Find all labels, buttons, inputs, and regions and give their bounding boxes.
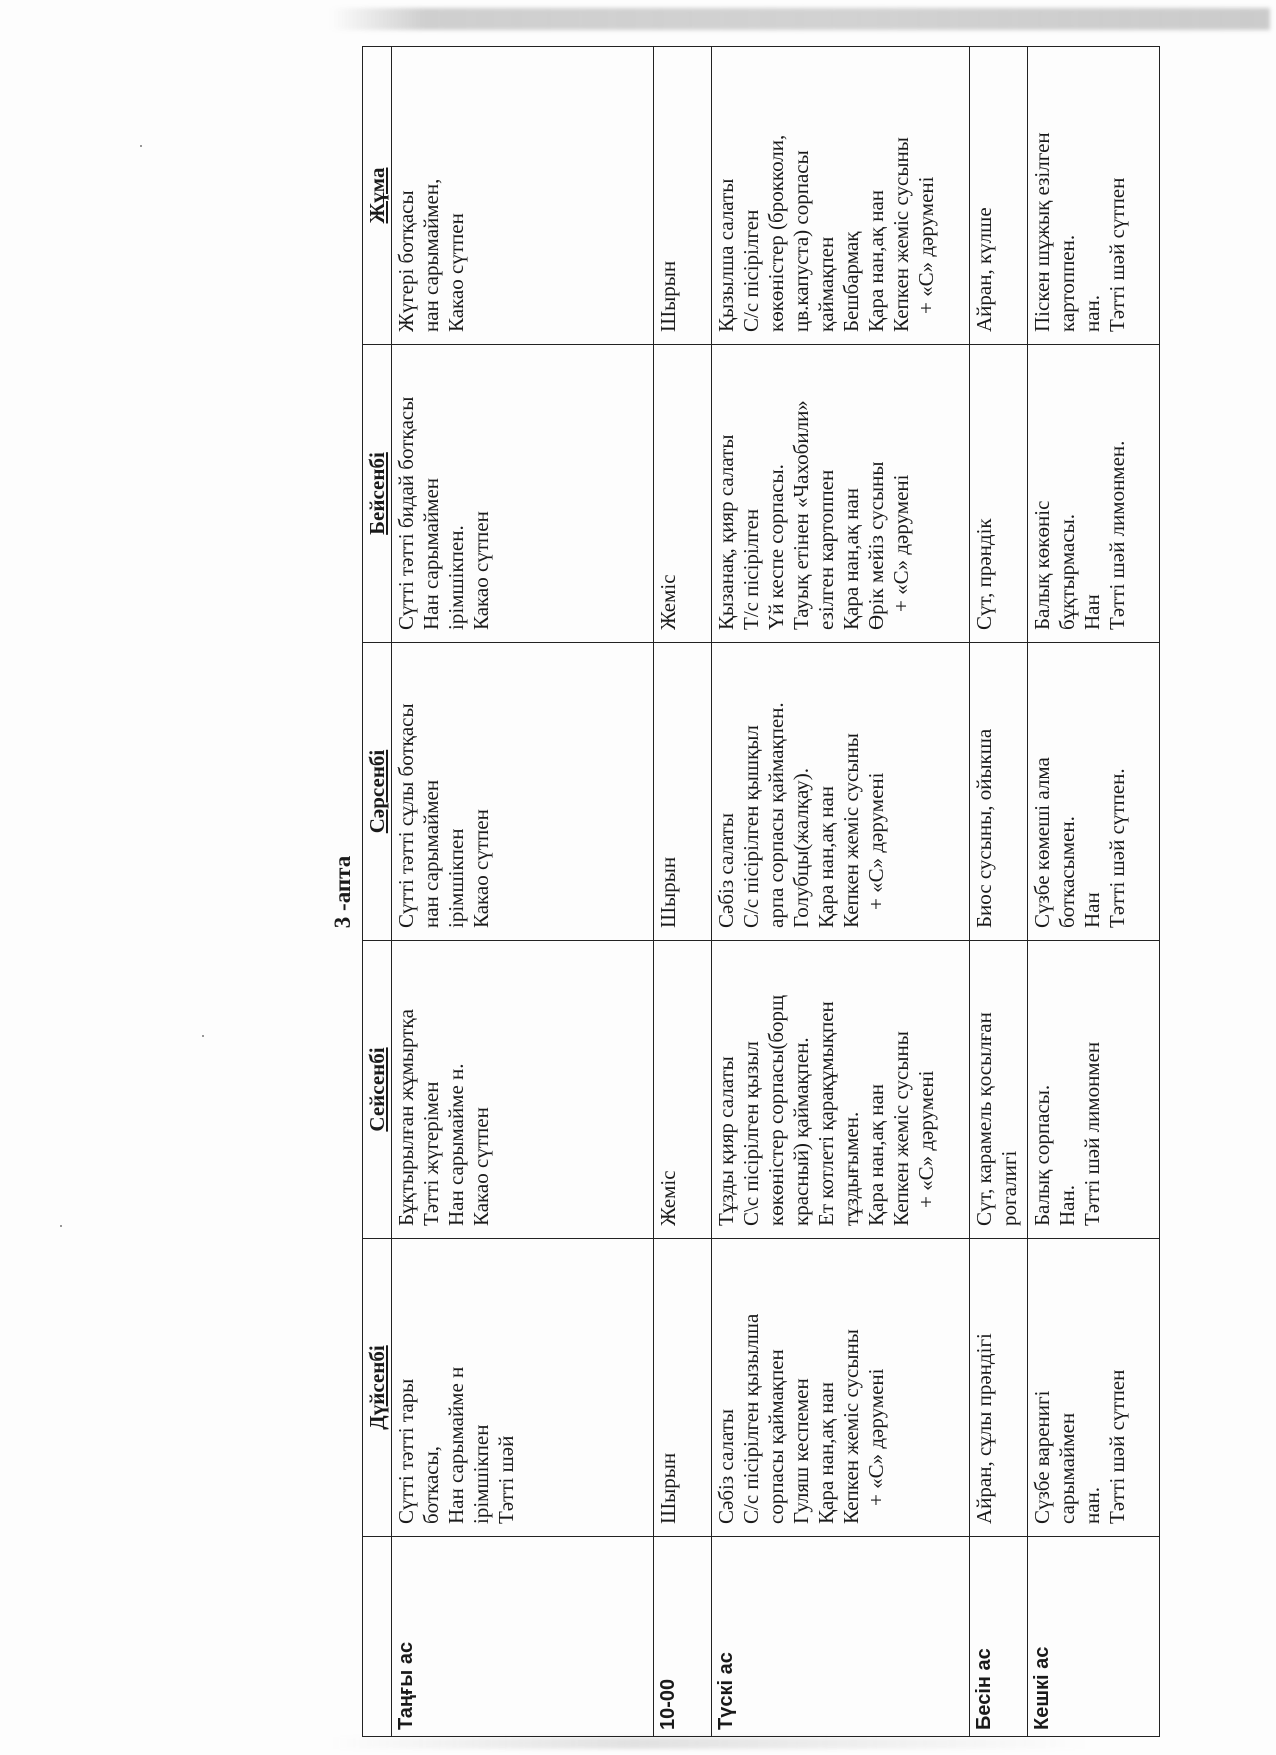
menu-line: + «С» дәрумені [864,1368,888,1506]
menu-line: ірімшікпен [469,1424,493,1524]
menu-line: Сәбіз салаты [714,1408,738,1524]
menu-line: Сүт, карамель қосылған [972,1012,996,1226]
menu-cell [1028,941,1160,1239]
menu-line: Кепкен жеміс сусыны [839,733,863,928]
menu-line: Сүтті тәтті тары [394,1378,418,1524]
menu-line: Піскен шұжық езілген [1030,132,1054,332]
menu-line: Гуляш кеспемен [789,1378,813,1524]
menu-line: Шырын [656,856,680,928]
menu-line: Қара нан,ақ нан [814,1381,838,1524]
menu-line: + «С» дәрумені [914,176,938,314]
menu-cell [392,643,654,941]
menu-line: Шырын [656,1452,680,1524]
meal-row [1028,47,1160,1737]
menu-cell [1028,47,1160,345]
menu-line: қаймақпен [814,236,838,332]
menu-cell [970,643,1028,941]
menu-line: красный) қаймақпен. [789,1037,813,1226]
menu-line: Нан сарымаймен [419,477,443,630]
menu-line: Кепкен жеміс сусыны [889,137,913,332]
menu-line: Жеміс [656,1170,680,1226]
menu-line: Айран, күлше [972,207,996,332]
menu-cell [970,1239,1028,1537]
menu-cell [1028,345,1160,643]
menu-line: нан сарымаймен [419,779,443,928]
rotated-page [328,47,1128,1737]
day-header: Сәрсенбі [363,643,392,941]
menu-line: + «С» дәрумені [864,772,888,910]
menu-line: Биос сусыны, ойыкша [972,728,996,928]
page-title: 3 -апта [330,855,355,929]
menu-line: Жеміс [656,574,680,630]
menu-line: Тұзды қияр салаты [714,1056,738,1226]
menu-line: Қызылша салаты [714,178,738,332]
menu-cell [392,941,654,1239]
meal-row [392,47,654,1737]
menu-line: Шырын [656,260,680,332]
menu-line: Тәтті шәй сүтпен [1105,177,1129,332]
meal-label: Түскі ас [712,1537,970,1737]
menu-cell [1028,1239,1160,1537]
scan-speck [140,145,142,147]
menu-line: Голубцы(жалқау). [789,768,813,928]
menu-line: Балық сорпасы. [1030,1084,1054,1226]
meal-row [970,47,1028,1737]
menu-line: Сүзбе варенигі [1030,1390,1054,1524]
menu-line: Какао сүтпен [469,1107,493,1226]
menu-line: С\с пісірілген қызыл [739,1041,763,1226]
menu-line: ірімшікпен. [444,525,468,630]
menu-line: тұздығымен. [839,1111,863,1226]
menu-line: Какао сүтпен [444,213,468,332]
menu-line: Тәтті шәй лимонмен. [1105,440,1129,630]
menu-line: Сәбіз салаты [714,812,738,928]
menu-line: Қара нан,ақ нан [864,1083,888,1226]
menu-line: Тәтті шәй сүтпен. [1105,768,1129,928]
menu-cell [970,941,1028,1239]
day-header: Сейсенбі [363,941,392,1239]
menu-line: + «С» дәрумені [889,474,913,612]
menu-cell [970,345,1028,643]
menu-line: нан сарымаймен, [419,178,443,332]
menu-line: сарымаймен [1055,1412,1079,1524]
day-header: Бейсенбі [363,345,392,643]
menu-cell [654,643,712,941]
menu-line: цв.капуста) сорпасы [789,150,813,332]
menu-line: Тәтті жүгерімен [419,1081,443,1226]
menu-line: Кепкен жеміс сусыны [839,1329,863,1524]
menu-line: ірімшікпен [444,828,468,928]
menu-line: рогалигі [997,1150,1021,1226]
menu-line: арпа сорпасы қаймақпен. [764,702,788,928]
menu-line: С/с пісірілген [739,209,763,332]
menu-line: Сүт, прәндік [972,518,996,630]
menu-line: Тауық етінен «Чахобили» [789,400,813,630]
menu-cell [712,47,970,345]
menu-line: Тәтті шәй лимонмен [1080,1041,1104,1226]
menu-line: Сүтті тәтті сұлы ботқасы [394,703,418,928]
menu-cell [654,1239,712,1537]
menu-line: бұқтырмасы. [1055,513,1079,630]
menu-line: Қара нан,ақ нан [814,785,838,928]
menu-line: Нан сарымайме н. [444,1063,468,1226]
menu-cell [712,941,970,1239]
menu-line: Айран, сұлы прәндігі [972,1333,996,1524]
menu-line: Қара нан,ақ нан [864,189,888,332]
day-header: Дүйсенбі [363,1239,392,1537]
menu-line: Сүзбе көмеші алма [1030,757,1054,928]
menu-cell [654,47,712,345]
menu-line: боткасымен. [1055,816,1079,928]
meal-label: 10-00 [654,1537,712,1737]
meal-label: Кешкі ас [1028,1537,1160,1737]
menu-line: Қызанақ, қияр салаты [714,434,738,630]
menu-line: Тәтті шәй сүтпен [1105,1369,1129,1524]
meal-label: Бесін ас [970,1537,1028,1737]
menu-line: Өрік мейіз сусыны [864,461,888,630]
menu-cell [712,345,970,643]
scan-speck [60,1225,62,1227]
menu-line: Жүгері ботқасы [394,190,418,332]
menu-line: боткасы, [419,1446,443,1524]
menu-line: Тәтті шәй [494,1435,518,1524]
menu-cell [712,643,970,941]
menu-cell [1028,643,1160,941]
scan-speck [202,1035,204,1037]
menu-line: С/с пісірілген қышқыл [739,725,763,928]
menu-line: С/с пісірілген қызылша [739,1313,763,1524]
corner-cell [363,1537,392,1737]
menu-line: езілген картоппен [814,469,838,630]
menu-line: нан. [1080,294,1104,332]
meal-row [654,47,712,1737]
menu-line: Т/с пісірілген [739,508,763,630]
menu-line: Үй кеспе сорпасы. [764,464,788,630]
menu-cell [654,345,712,643]
menu-line: нан. [1080,1486,1104,1524]
scan-shadow-top [330,8,1270,30]
header-row [363,47,392,1737]
menu-cell [392,47,654,345]
menu-line: Қара нан,ақ нан [839,487,863,630]
menu-line: Какао сүтпен [469,511,493,630]
menu-line: сорпасы қаймақпен [764,1349,788,1524]
menu-line: Кепкен жеміс сусыны [889,1031,913,1226]
menu-cell [712,1239,970,1537]
day-header: Жұма [363,47,392,345]
meal-row [712,47,970,1737]
menu-line: картоппен. [1055,234,1079,332]
menu-line: Бешбармақ [839,231,863,332]
menu-line: көкөністер (брокколи, [764,134,788,332]
menu-line: Нан [1080,594,1104,630]
menu-cell [392,345,654,643]
menu-line: Бұқтырылған жұмыртқа [394,1009,418,1226]
menu-line: Нан. [1055,1185,1079,1226]
menu-line: Какао сүтпен [469,809,493,928]
menu-line: көкөністер сорпасы(борщ [764,994,788,1226]
menu-cell [392,1239,654,1537]
menu-cell [654,941,712,1239]
menu-line: Нан сарымайме н [444,1366,468,1524]
scan-shadow-bottom [330,1737,1090,1749]
menu-line: Ет котлеті қарақұмықпен [814,1001,838,1226]
menu-line: Нан [1080,892,1104,928]
weekly-menu-table [362,46,1160,1737]
menu-line: + «С» дәрумені [914,1070,938,1208]
menu-cell [970,47,1028,345]
menu-line: Сүтті тәтті бидай ботқасы [394,396,418,630]
meal-label: Таңғы ас [392,1537,654,1737]
menu-line: Балық көкөніс [1030,500,1054,630]
